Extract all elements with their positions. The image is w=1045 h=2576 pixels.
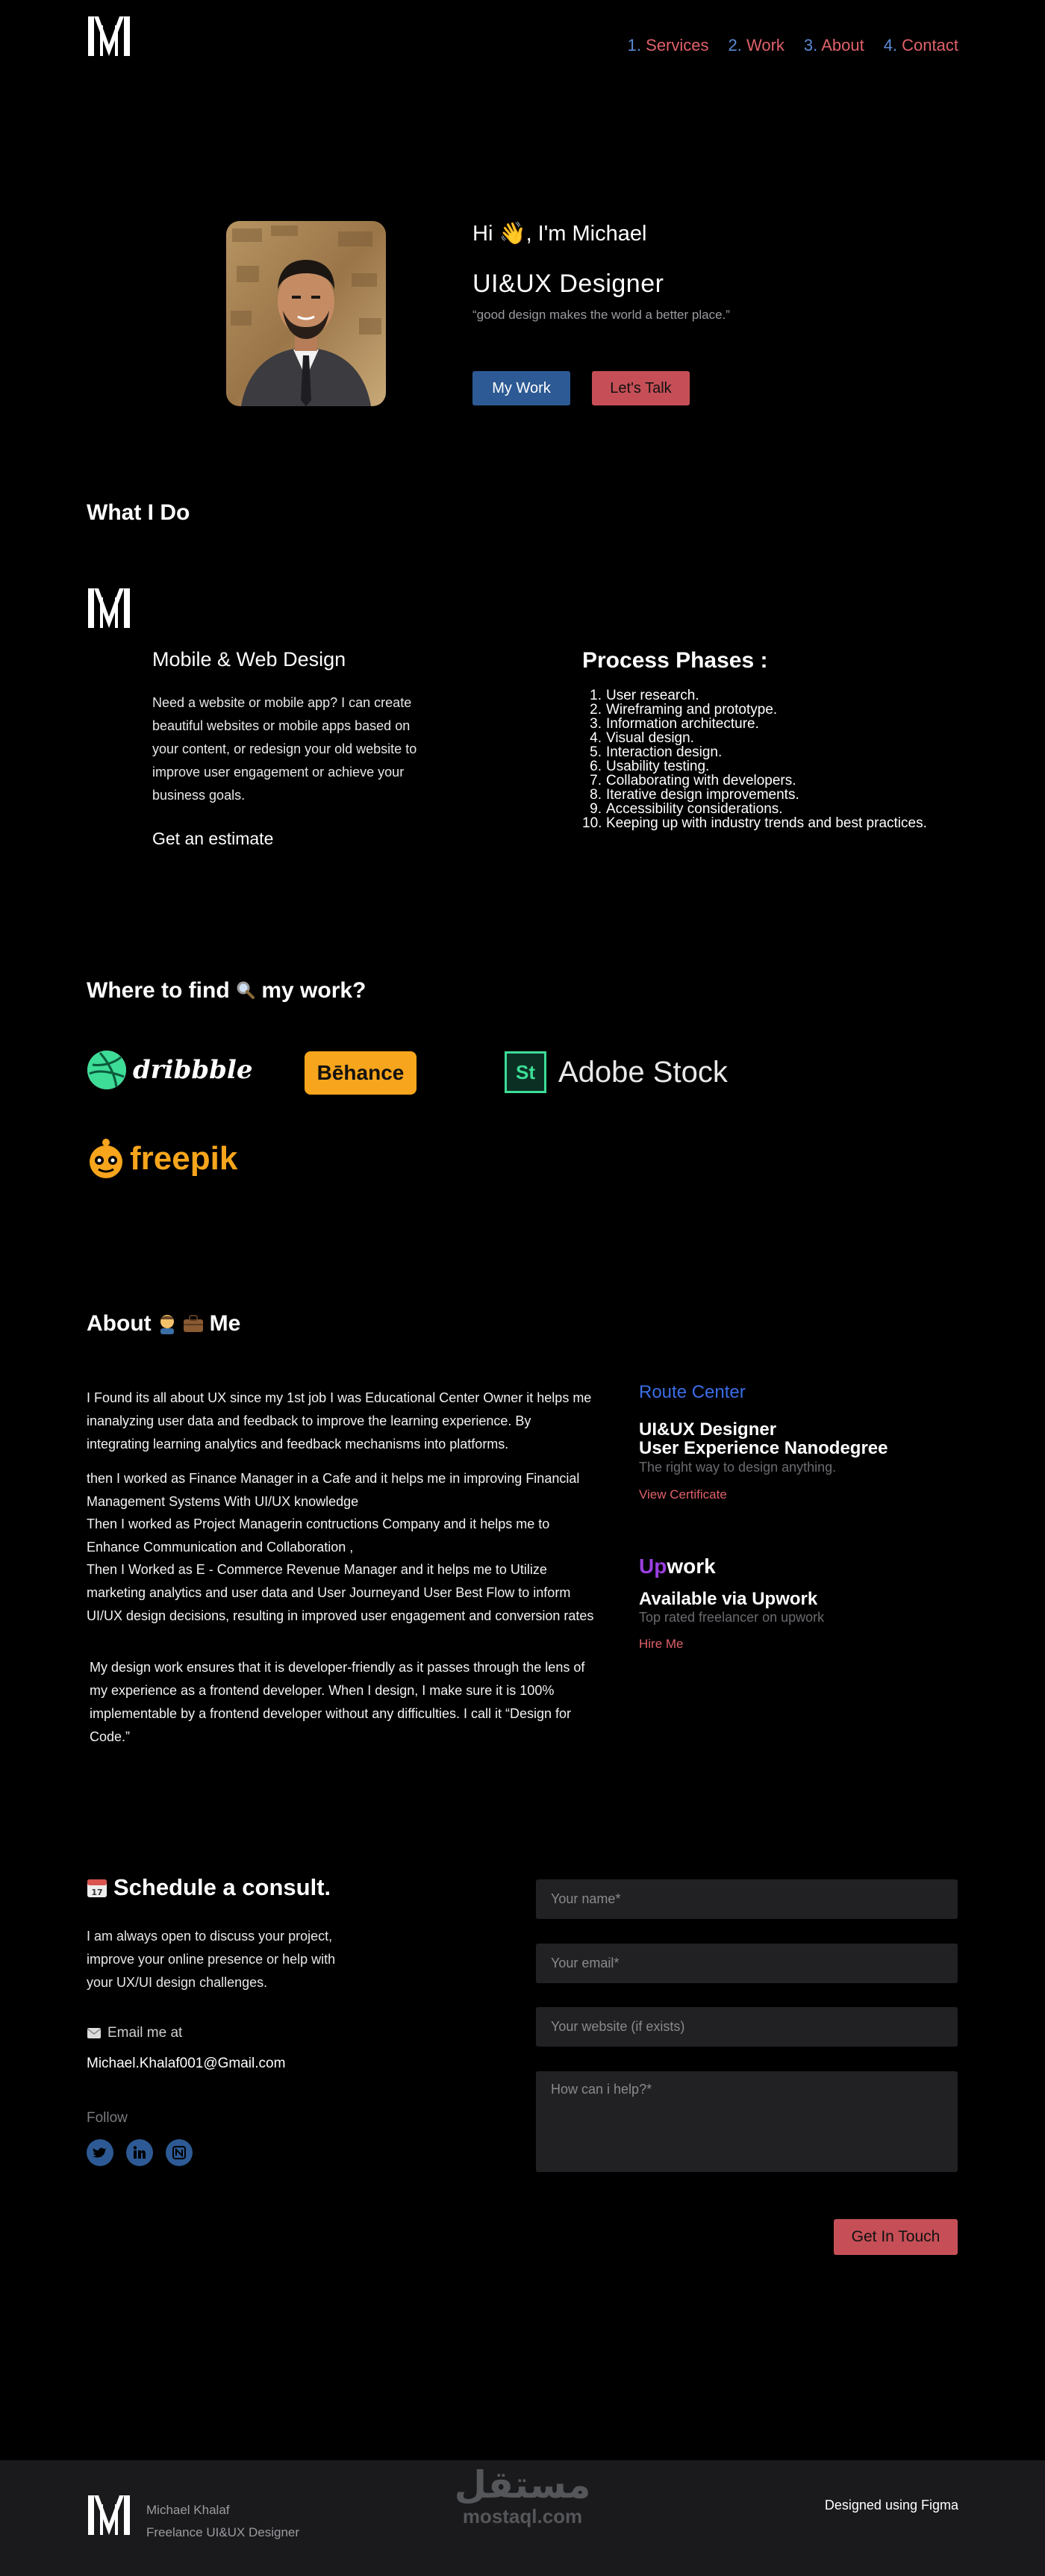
work-title: Where to find my work?: [87, 978, 366, 1003]
about-paragraph-5: My design work ensures that it is developer-friendly as it passes through the lens of my experience as a frontend developer. When I design, I make sure it is 100% implementable by a frontend developer without any difficulties. I call it “Design for Code.”: [90, 1660, 585, 1744]
get-estimate-link[interactable]: Get an estimate: [152, 829, 274, 848]
list-item: 2. Wireframing and prototype.: [590, 702, 778, 718]
main-nav: [628, 36, 958, 55]
twitter-icon[interactable]: [87, 2139, 113, 2166]
freepik-icon: [87, 1138, 125, 1180]
route-center-role: UI&UX Designer User Experience Nanodegree: [639, 1419, 888, 1458]
upwork-logo: Upwork: [639, 1555, 716, 1578]
list-item: 6. Usability testing.: [590, 759, 710, 774]
svg-text:17: 17: [91, 1888, 103, 1897]
about-paragraph-3: Then I worked as Project Managerin contructions Company and it helps me to Enhance Communication and Collaboration ,: [87, 1516, 550, 1555]
what-i-do-title: What I Do: [87, 500, 190, 525]
freepik-link[interactable]: freepik: [87, 1138, 237, 1180]
dribbble-icon: [87, 1050, 127, 1090]
footer-logo-icon[interactable]: [87, 2494, 131, 2536]
profile-photo: [226, 221, 386, 406]
nav-services[interactable]: 1. Services: [627, 36, 709, 55]
follow-label: Follow: [87, 2110, 128, 2126]
route-center-subtitle: The right way to design anything.: [639, 1460, 837, 1475]
list-item: 8. Iterative design improvements.: [590, 787, 799, 803]
notion-icon[interactable]: [166, 2139, 193, 2166]
upwork-subtitle: Top rated freelancer on upwork: [639, 1610, 825, 1625]
email-label: Email me at: [87, 2025, 182, 2041]
website-input[interactable]: [536, 2007, 958, 2047]
my-work-button[interactable]: My Work: [472, 371, 570, 405]
list-item: 9. Accessibility considerations.: [590, 801, 783, 817]
lets-talk-button[interactable]: Let's Talk: [592, 371, 690, 405]
upwork-title: Available via Upwork: [639, 1589, 818, 1609]
nav-about[interactable]: 3. About: [803, 36, 864, 55]
hero-quote: “good design makes the world a better place.”: [472, 308, 730, 322]
list-item: 3. Information architecture.: [590, 716, 759, 732]
list-item: 7. Collaborating with developers.: [590, 773, 796, 788]
phases-list: [582, 688, 927, 830]
hero-role: UI&UX Designer: [472, 270, 664, 298]
calendar-icon: [87, 1877, 107, 1898]
wave-icon: 👋: [499, 222, 526, 246]
behance-link[interactable]: [305, 1051, 417, 1095]
list-item: 5. Interaction design.: [590, 744, 723, 760]
adobe-stock-icon: St: [505, 1051, 546, 1093]
adobe-stock-link[interactable]: St Adobe Stock: [505, 1051, 728, 1093]
linkedin-icon[interactable]: [126, 2139, 153, 2166]
logo-m-icon[interactable]: [87, 15, 131, 57]
behance-logo: Bēhance: [316, 1061, 405, 1084]
route-center-title: Route Center: [639, 1382, 746, 1402]
mostaql-watermark: مستقل mostaql.com: [454, 2464, 591, 2527]
schedule-description: I am always open to discuss your project, improve your online presence or help with your UX/UI design challenges.: [87, 1929, 336, 1990]
hero-greeting: Hi 👋, I'm Michael: [472, 222, 647, 246]
phases-title: Process Phases :: [582, 648, 768, 673]
briefcase-icon: [183, 1315, 204, 1333]
list-item: 1. User research.: [590, 688, 699, 703]
nav-contact[interactable]: 4. Contact: [883, 36, 958, 55]
help-textarea[interactable]: [536, 2071, 958, 2172]
view-certificate-link[interactable]: View Certificate: [639, 1487, 727, 1502]
about-title: About Me: [87, 1311, 241, 1336]
service-title: Mobile & Web Design: [152, 648, 346, 671]
email-address-link[interactable]: Michael.Khalaf001@Gmail.com: [87, 2056, 286, 2071]
magnifier-icon: [236, 980, 255, 1000]
footer-name: Michael Khalaf Freelance UI&UX Designer: [146, 2503, 300, 2539]
hire-me-link[interactable]: Hire Me: [639, 1637, 684, 1651]
envelope-icon: [87, 2027, 102, 2039]
designed-using-figma: Designed using Figma: [824, 2498, 958, 2513]
about-paragraph-2: then I worked as Finance Manager in a Cafe and it helps me in improving Financial Management Systems With UI/UX knowledge: [87, 1471, 580, 1509]
schedule-title: 17 Schedule a consult.: [87, 1874, 331, 1901]
name-input[interactable]: [536, 1879, 958, 1919]
about-paragraph-1: I Found its all about UX since my 1st job I was Educational Center Owner it helps me inanalyzing user data and feedback to improve the learning experience. By integrating learning analytics and feedback mechanisms into platforms.: [87, 1390, 592, 1452]
about-paragraph-4: Then I Worked as E - Commerce Revenue Manager and it helps me to Utilize marketing analytics and user data and User Journeyand User Best Flow to inform UI/UX design decisions, resulting in improved user engagement and conversion rates: [87, 1562, 594, 1623]
dribbble-link[interactable]: dribbble: [87, 1050, 252, 1090]
nav-work[interactable]: 2. Work: [728, 36, 784, 55]
email-input[interactable]: [536, 1944, 958, 1983]
service-description: Need a website or mobile app? I can create beautiful websites or mobile apps based on your content, or redesign your old website to improve user engagement or achieve your business goals.: [152, 695, 417, 803]
list-item: 10. Keeping up with industry trends and best practices.: [582, 815, 927, 831]
person-icon: [157, 1313, 177, 1334]
list-item: 4. Visual design.: [590, 730, 694, 746]
service-logo-icon: [87, 587, 131, 629]
get-in-touch-button[interactable]: Get In Touch: [834, 2219, 958, 2255]
